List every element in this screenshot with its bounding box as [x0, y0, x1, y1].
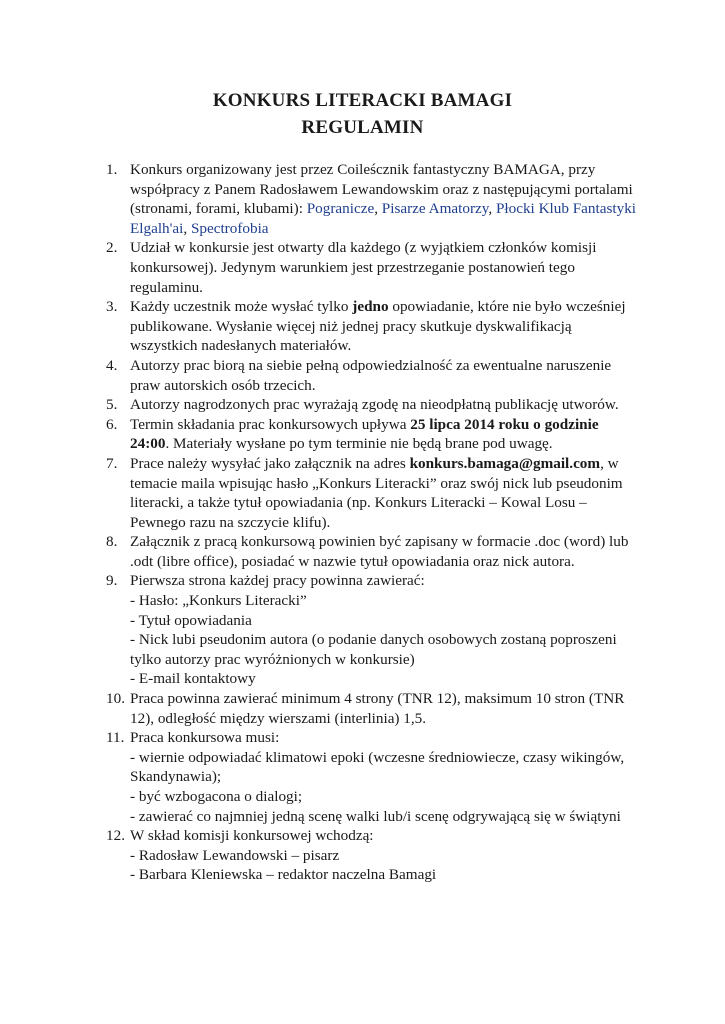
rule-number: 1.: [106, 161, 118, 178]
sub-item: - Radosław Lewandowski – pisarz: [130, 846, 340, 864]
rule-text: Praca powinna zawierać minimum 4 strony (TNR 12), maksimum 10 stron (TNR 12), odległość między wierszami (interlinia) 1,5.: [130, 690, 625, 727]
rule-text: Termin składania prac konkursowych upływa: [130, 415, 411, 433]
separator: ,: [183, 219, 191, 237]
link-spectrofobia[interactable]: Spectrofobia: [190, 219, 269, 237]
sub-item: - Nick lubi pseudonim autora (o podanie danych osobowych zostaną poproszeni tylko autorzy prac wyróżnionych w konkursie): [130, 631, 617, 668]
rule-text: Udział w konkursie jest otwarty dla każdego (z wyjątkiem członków komisji konkursowej). Jedynym warunkiem jest przestrzeganie postanowień tego regulaminu.: [130, 239, 597, 296]
sub-item: - być wzbogacona o dialogi;: [130, 788, 303, 805]
rule-text: Załącznik z pracą konkursową powinien być zapisany w formacie .doc (word) lub .odt (libre office), posiadać w nazwie tytuł opowiadania oraz nick autora.: [130, 533, 629, 570]
rule-item-11: [0, 728, 640, 826]
rule-item-8: [0, 532, 640, 571]
sub-item: - Tytuł opowiadania: [130, 611, 252, 629]
rule-text: Pierwsza strona każdej pracy powinna zawierać:: [130, 572, 425, 590]
rule-text: Praca konkursowa musi:: [130, 729, 280, 747]
rule-item-6: [0, 415, 640, 454]
sub-item: - E-mail kontaktowy: [130, 670, 256, 688]
rule-number: 3.: [106, 298, 118, 316]
rule-number: 2.: [106, 239, 118, 257]
rule-item-4: [0, 356, 640, 395]
rule-item-3: [0, 297, 640, 356]
rule-text: opowiadanie, które nie było wcześniej publikowane. Wysłanie więcej niż jednej pracy skutkuje dyskwalifikacją wszystkich nadesłanych materiałów.: [130, 298, 626, 355]
rule-item-10: [0, 689, 640, 728]
rule-text: Prace należy wysyłać jako załącznik na adres: [130, 454, 410, 472]
rule-number: 4.: [106, 356, 118, 374]
link-pogranicze[interactable]: Pogranicze: [306, 200, 375, 218]
rule-item-12: [0, 826, 640, 885]
rule-text: Każdy uczestnik może wysłać tylko: [130, 298, 353, 316]
document-subtitle: REGULAMIN: [301, 117, 424, 138]
rule-number: 7.: [106, 454, 118, 472]
separator: ,: [488, 200, 496, 218]
rule-text: Konkurs organizowany jest przez Coileścznik fantastyczny BAMAGA, przy współpracy z Panem Radosławem Lewandowskim oraz z następującymi portalami (stronami, forami, klubami):: [130, 161, 633, 218]
rule-number: 5.: [106, 396, 118, 414]
rule-item-2: [0, 238, 640, 297]
rule-number: 10.: [106, 690, 125, 708]
sub-item: - Hasło: „Konkurs Literacki”: [130, 592, 307, 610]
rule-number: 8.: [106, 533, 118, 551]
rule-text: . Materiały wysłane po tym terminie nie będą brane pod uwagę.: [165, 435, 553, 453]
rule-text: Autorzy nagrodzonych prac wyrażają zgodę na nieodpłatną publikację utworów.: [130, 396, 619, 414]
rule-item-7: [0, 454, 640, 532]
email-address: konkurs.bamaga@gmail.com: [409, 454, 601, 472]
link-plocki-klub-fantastyki[interactable]: Płocki Klub Fantastyki Elgalh'ai: [130, 200, 637, 237]
rule-item-9: [0, 571, 640, 689]
rule-text-bold: 25 lipca 2014 roku o godzinie 24:00: [130, 415, 599, 453]
sub-item: - zawierać co najmniej jedną scenę walki lub/i scenę odgrywającą się w świątyni: [130, 807, 621, 825]
separator: ,: [374, 200, 382, 218]
rule-item-1: [0, 160, 640, 238]
link-pisarze-amatorzy[interactable]: Pisarze Amatorzy: [381, 200, 489, 218]
sub-item: - Barbara Kleniewska – redaktor naczelna Bamagi: [130, 866, 437, 884]
rule-number: 11.: [106, 729, 125, 747]
rule-text: Autorzy prac biorą na siebie pełną odpowiedzialność za ewentualne naruszenie praw autorskich osób trzecich.: [130, 356, 612, 394]
rule-text: , w temacie maila wpisując hasło „Konkurs Literacki” oraz swój nick lub pseudonim literacki, a także tytuł opowiadania (np. Konkurs Literacki – Kowal Losu – Pewnego razu na szczycie klifu).: [130, 454, 623, 531]
rule-number: 6.: [106, 415, 118, 433]
document-title: KONKURS LITERACKI BAMAGI: [212, 90, 513, 111]
rule-text: W skład komisji konkursowej wchodzą:: [130, 827, 374, 845]
rule-text-bold: jedno: [352, 298, 389, 316]
rule-number: 12.: [106, 827, 125, 845]
rules-list: [0, 160, 725, 885]
sub-item: - wiernie odpowiadać klimatowi epoki (wczesne średniowiecze, czasy wikingów, Skandynawia);: [130, 748, 625, 786]
rule-item-5: [0, 395, 640, 415]
rule-number: 9.: [106, 572, 118, 590]
